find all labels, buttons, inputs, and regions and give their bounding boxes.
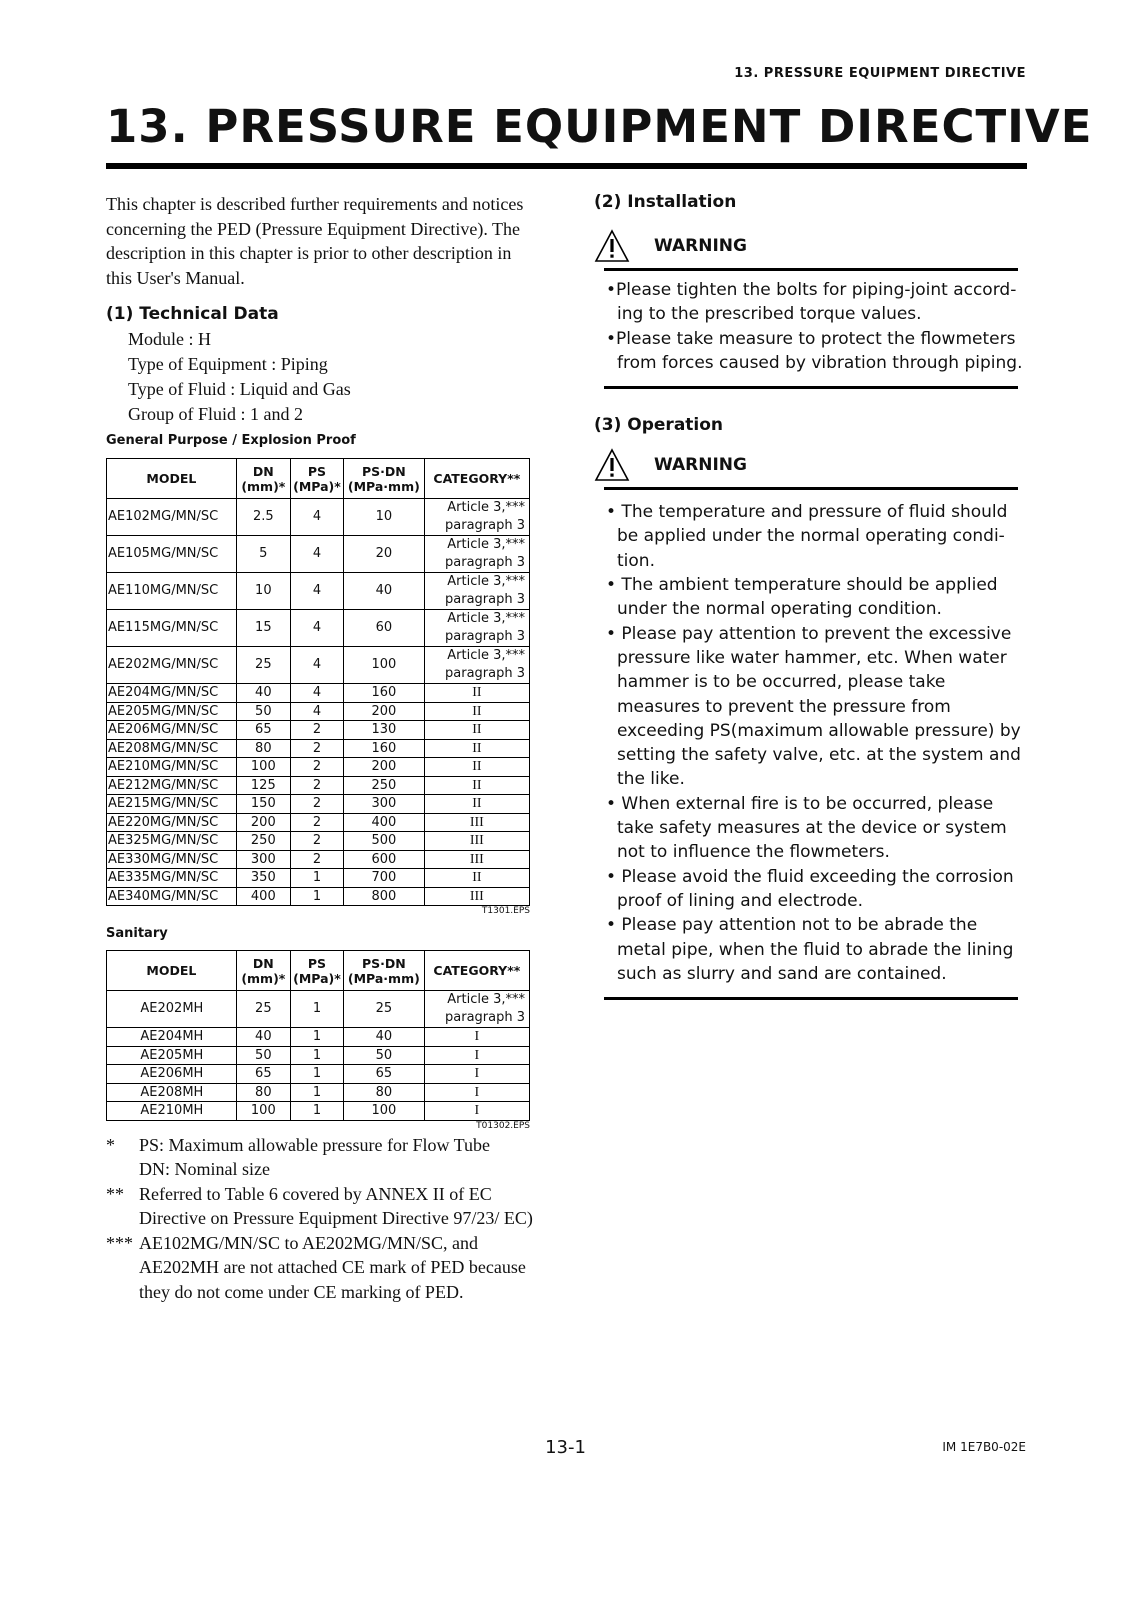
col-header-category: CATEGORY**	[424, 951, 529, 991]
category-paragraph-line: paragraph 3	[445, 1010, 525, 1025]
psdn-cell: 100	[344, 647, 425, 684]
sanitary-table-body	[107, 991, 530, 1121]
dn-cell: 50	[236, 1046, 290, 1065]
installation-warning-label: WARNING	[654, 236, 747, 256]
category-cell: I	[424, 1046, 529, 1065]
category-cell: III	[424, 813, 529, 832]
general-purpose-table	[106, 458, 530, 906]
ps-cell: 4	[290, 536, 343, 573]
col-header-psdn	[344, 459, 425, 499]
model-cell: AE115MG/MN/SC	[107, 610, 237, 647]
footnote	[106, 1133, 536, 1182]
table-row	[107, 647, 530, 684]
ps-cell: 1	[290, 1028, 343, 1047]
model-cell: AE206MG/MN/SC	[107, 721, 237, 740]
model-cell: AE208MG/MN/SC	[107, 739, 237, 758]
col-header-ps-unit: (MPa)*	[293, 970, 341, 986]
footnote-mark: *	[106, 1134, 115, 1155]
sanitary-table-heading: Sanitary	[106, 926, 168, 941]
dn-cell: 400	[236, 887, 290, 906]
category-cell: II	[424, 869, 529, 888]
model-cell: AE330MG/MN/SC	[107, 850, 237, 869]
dn-cell: 15	[236, 610, 290, 647]
installation-warning-item: •Please tighten the bolts for piping-joint accord- ing to the prescribed torque values.	[606, 280, 1017, 325]
ps-cell: 1	[290, 1083, 343, 1102]
category-paragraph-line: paragraph 3	[445, 555, 525, 570]
table-row	[107, 850, 530, 869]
table-row	[107, 721, 530, 740]
footnote	[106, 1182, 536, 1231]
footnote-text	[139, 1182, 536, 1231]
technical-data-item: Type of Equipment : Piping	[128, 354, 328, 374]
psdn-cell: 60	[344, 610, 425, 647]
category-cell: II	[424, 721, 529, 740]
psdn-cell: 250	[344, 776, 425, 795]
table-row	[107, 1046, 530, 1065]
model-cell: AE210MH	[107, 1102, 237, 1121]
dn-cell: 80	[236, 1083, 290, 1102]
dn-cell: 100	[236, 758, 290, 777]
dn-cell: 25	[236, 647, 290, 684]
table-row	[107, 702, 530, 721]
operation-warning-rule-bottom	[604, 997, 1018, 1000]
category-cell: I	[424, 1102, 529, 1121]
model-cell: AE202MH	[107, 991, 237, 1028]
technical-data-item: Module : H	[128, 329, 211, 349]
footnote-mark: ***	[106, 1232, 133, 1253]
model-cell: AE335MG/MN/SC	[107, 869, 237, 888]
table-row	[107, 573, 530, 610]
col-header-ps-unit: (MPa)*	[293, 478, 341, 494]
model-cell: AE210MG/MN/SC	[107, 758, 237, 777]
warning-triangle-icon	[594, 229, 630, 263]
footnote-mark: **	[106, 1183, 124, 1204]
psdn-cell: 10	[344, 499, 425, 536]
installation-warning-header	[594, 226, 1028, 266]
table-row	[107, 758, 530, 777]
ps-cell: 1	[290, 991, 343, 1028]
col-header-category: CATEGORY**	[424, 459, 529, 499]
model-cell: AE205MG/MN/SC	[107, 702, 237, 721]
dn-cell: 250	[236, 832, 290, 851]
category-cell: II	[424, 739, 529, 758]
col-header-psdn	[344, 951, 425, 991]
psdn-cell: 400	[344, 813, 425, 832]
ps-cell: 2	[290, 850, 343, 869]
category-paragraph-line: paragraph 3	[445, 518, 525, 533]
psdn-cell: 200	[344, 702, 425, 721]
psdn-cell: 100	[344, 1102, 425, 1121]
category-cell: II	[424, 684, 529, 703]
category-article-line: Article 3,***	[447, 992, 525, 1007]
title-rule	[106, 163, 1027, 169]
general-table-heading: General Purpose / Explosion Proof	[106, 433, 356, 448]
table-row	[107, 536, 530, 573]
table-row	[107, 1065, 530, 1084]
col-header-dn-unit: (mm)*	[241, 970, 286, 986]
footnote-line: DN: Nominal size	[139, 1159, 270, 1179]
psdn-cell: 20	[344, 536, 425, 573]
category-paragraph-line: paragraph 3	[445, 666, 525, 681]
table-row	[107, 684, 530, 703]
category-cell: I	[424, 1083, 529, 1102]
dn-cell: 100	[236, 1102, 290, 1121]
ps-cell: 1	[290, 869, 343, 888]
ps-cell: 2	[290, 832, 343, 851]
ps-cell: 2	[290, 758, 343, 777]
category-cell: II	[424, 776, 529, 795]
table-row	[107, 991, 530, 1028]
ps-cell: 2	[290, 795, 343, 814]
dn-cell: 350	[236, 869, 290, 888]
psdn-cell: 65	[344, 1065, 425, 1084]
psdn-cell: 40	[344, 1028, 425, 1047]
operation-warning-item: • When external fire is to be occurred, please take safety measures at the device or system not to influence the flowmeters.	[606, 793, 1007, 863]
category-article-line: Article 3,***	[447, 500, 525, 515]
category-cell: II	[424, 795, 529, 814]
psdn-cell: 200	[344, 758, 425, 777]
dn-cell: 125	[236, 776, 290, 795]
model-cell: AE325MG/MN/SC	[107, 832, 237, 851]
dn-cell: 10	[236, 573, 290, 610]
technical-data-heading: (1) Technical Data	[106, 304, 279, 324]
footnote	[106, 1231, 536, 1305]
model-cell: AE206MH	[107, 1065, 237, 1084]
psdn-cell: 600	[344, 850, 425, 869]
table-row	[107, 1028, 530, 1047]
col-header-model: MODEL	[107, 459, 237, 499]
operation-warning-header	[594, 445, 1028, 485]
ps-cell: 4	[290, 647, 343, 684]
table-row	[107, 499, 530, 536]
document-id: IM 1E7B0-02E	[942, 1440, 1026, 1454]
psdn-cell: 130	[344, 721, 425, 740]
category-cell	[424, 573, 529, 610]
dn-cell: 40	[236, 1028, 290, 1047]
col-header-psdn-label: PS·DN	[361, 955, 406, 971]
dn-cell: 150	[236, 795, 290, 814]
category-cell	[424, 991, 529, 1028]
model-cell: AE215MG/MN/SC	[107, 795, 237, 814]
technical-data-item: Type of Fluid : Liquid and Gas	[128, 379, 351, 399]
category-cell: II	[424, 758, 529, 777]
col-header-dn-unit: (mm)*	[241, 478, 286, 494]
left-column	[106, 192, 536, 1304]
psdn-cell: 700	[344, 869, 425, 888]
psdn-cell: 160	[344, 739, 425, 758]
ps-cell: 4	[290, 573, 343, 610]
psdn-cell: 160	[344, 684, 425, 703]
table-row	[107, 869, 530, 888]
col-header-psdn-unit: (MPa·mm)	[347, 970, 420, 986]
category-paragraph-line: paragraph 3	[445, 629, 525, 644]
category-cell: II	[424, 702, 529, 721]
category-article-line: Article 3,***	[447, 574, 525, 589]
dn-cell: 40	[236, 684, 290, 703]
psdn-cell: 25	[344, 991, 425, 1028]
operation-warning-label: WARNING	[654, 455, 747, 476]
table-row	[107, 776, 530, 795]
psdn-cell: 300	[344, 795, 425, 814]
category-article-line: Article 3,***	[447, 648, 525, 663]
table-row	[107, 1083, 530, 1102]
ps-cell: 4	[290, 684, 343, 703]
psdn-cell: 500	[344, 832, 425, 851]
footnotes	[106, 1133, 536, 1305]
ps-cell: 2	[290, 739, 343, 758]
ps-cell: 4	[290, 610, 343, 647]
installation-heading: (2) Installation	[594, 192, 737, 212]
model-cell: AE220MG/MN/SC	[107, 813, 237, 832]
ps-cell: 1	[290, 887, 343, 906]
model-cell: AE212MG/MN/SC	[107, 776, 237, 795]
dn-cell: 5	[236, 536, 290, 573]
category-cell	[424, 610, 529, 647]
footnote-line: PS: Maximum allowable pressure for Flow Tube	[139, 1134, 490, 1155]
category-article-line: Article 3,***	[447, 611, 525, 626]
general-table-file-label: T1301.EPS	[481, 906, 530, 916]
col-header-dn-label: DN	[252, 955, 274, 971]
footnote-line: Referred to Table 6 covered by ANNEX II of EC Directive on Pressure Equipment Directive 97/23/ EC)	[139, 1183, 533, 1228]
ps-cell: 2	[290, 721, 343, 740]
model-cell: AE204MG/MN/SC	[107, 684, 237, 703]
model-cell: AE202MG/MN/SC	[107, 647, 237, 684]
installation-warning-rule-top	[604, 268, 1018, 271]
col-header-ps-label: PS	[307, 955, 327, 971]
category-paragraph-line: paragraph 3	[445, 592, 525, 607]
ps-cell: 2	[290, 813, 343, 832]
installation-warning-item: •Please take measure to protect the flowmeters from forces caused by vibration through piping.	[606, 328, 1023, 373]
dn-cell: 65	[236, 1065, 290, 1084]
chapter-title: 13. PRESSURE EQUIPMENT DIRECTIVE	[106, 100, 1093, 153]
model-cell: AE105MG/MN/SC	[107, 536, 237, 573]
operation-warning-item: • Please pay attention not to be abrade the metal pipe, when the fluid to abrade the lining such as slurry and sand are contained.	[606, 915, 1014, 984]
operation-warning-item: • The temperature and pressure of fluid should be applied under the normal operating condi- tion.	[606, 502, 1008, 571]
operation-warning-list	[594, 500, 1028, 986]
category-cell: I	[424, 1065, 529, 1084]
category-cell	[424, 647, 529, 684]
table-row	[107, 832, 530, 851]
installation-warning-list	[594, 278, 1028, 375]
general-table-body	[107, 499, 530, 906]
col-header-dn	[236, 951, 290, 991]
psdn-cell: 50	[344, 1046, 425, 1065]
category-cell: III	[424, 832, 529, 851]
footnote-text	[139, 1133, 536, 1182]
dn-cell: 80	[236, 739, 290, 758]
psdn-cell: 80	[344, 1083, 425, 1102]
intro-paragraph: This chapter is described further requirements and notices concerning the PED (Pressure Equipment Directive). The description in this chapter is prior to other description in this User's Manual.	[106, 194, 524, 288]
category-article-line: Article 3,***	[447, 537, 525, 552]
model-cell: AE340MG/MN/SC	[107, 887, 237, 906]
table-row	[107, 813, 530, 832]
col-header-psdn-unit: (MPa·mm)	[347, 478, 420, 494]
col-header-dn	[236, 459, 290, 499]
model-cell: AE204MH	[107, 1028, 237, 1047]
warning-triangle-icon	[594, 448, 630, 482]
psdn-cell: 800	[344, 887, 425, 906]
category-cell	[424, 499, 529, 536]
table-row	[107, 610, 530, 647]
ps-cell: 4	[290, 702, 343, 721]
dn-cell: 300	[236, 850, 290, 869]
ps-cell: 2	[290, 776, 343, 795]
col-header-dn-label: DN	[252, 463, 274, 479]
category-cell: III	[424, 850, 529, 869]
col-header-ps-label: PS	[307, 463, 327, 479]
table-row	[107, 1102, 530, 1121]
running-header: 13. PRESSURE EQUIPMENT DIRECTIVE	[734, 66, 1026, 81]
model-cell: AE110MG/MN/SC	[107, 573, 237, 610]
col-header-psdn-label: PS·DN	[361, 463, 406, 479]
dn-cell: 25	[236, 991, 290, 1028]
table-row	[107, 739, 530, 758]
right-column	[594, 192, 1028, 1000]
sanitary-table-file-label: T01302.EPS	[476, 1120, 530, 1131]
model-cell: AE102MG/MN/SC	[107, 499, 237, 536]
model-cell: AE205MH	[107, 1046, 237, 1065]
category-cell	[424, 536, 529, 573]
dn-cell: 2.5	[236, 499, 290, 536]
operation-heading: (3) Operation	[594, 415, 724, 436]
ps-cell: 1	[290, 1046, 343, 1065]
dn-cell: 50	[236, 702, 290, 721]
dn-cell: 65	[236, 721, 290, 740]
psdn-cell: 40	[344, 573, 425, 610]
table-row	[107, 795, 530, 814]
sanitary-table	[106, 950, 530, 1121]
operation-warning-item: • Please avoid the fluid exceeding the corrosion proof of lining and electrode.	[606, 866, 1014, 911]
ps-cell: 1	[290, 1065, 343, 1084]
installation-warning-rule-bottom	[604, 386, 1018, 389]
operation-warning-item: • Please pay attention to prevent the excessive pressure like water hammer, etc. When water hammer is to be occurred, please take measures to prevent the pressure from exceeding PS(maximum allowable pressure) by setting the safety valve, etc. at the system and the like.	[606, 623, 1021, 790]
col-header-model: MODEL	[107, 951, 237, 991]
technical-data-item: Group of Fluid : 1 and 2	[128, 404, 303, 424]
page-number: 13-1	[545, 1437, 586, 1458]
ps-cell: 1	[290, 1102, 343, 1121]
col-header-ps	[290, 951, 343, 991]
operation-warning-item: • The ambient temperature should be applied under the normal operating condition.	[606, 575, 998, 620]
footnote-line: AE102MG/MN/SC to AE202MG/MN/SC, and AE202MH are not attached CE mark of PED because they do not come under CE marking of PED.	[139, 1232, 526, 1302]
technical-data-list	[106, 327, 536, 427]
col-header-ps	[290, 459, 343, 499]
model-cell: AE208MH	[107, 1083, 237, 1102]
ps-cell: 4	[290, 499, 343, 536]
category-cell: III	[424, 887, 529, 906]
footnote-text	[139, 1231, 536, 1305]
category-cell: I	[424, 1028, 529, 1047]
operation-warning-rule-top	[604, 487, 1018, 490]
dn-cell: 200	[236, 813, 290, 832]
table-row	[107, 887, 530, 906]
